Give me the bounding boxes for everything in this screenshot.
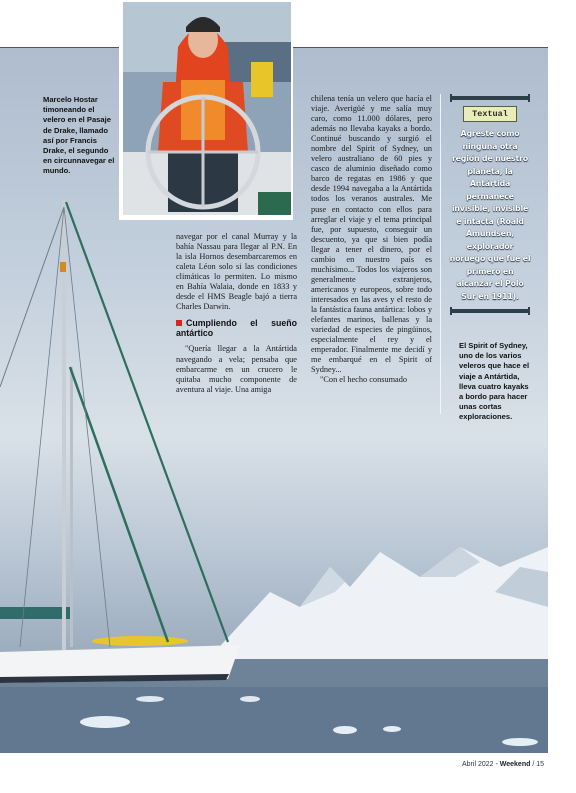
footer-date: Abril 2022 bbox=[462, 761, 494, 768]
page-footer bbox=[462, 761, 544, 768]
column-left bbox=[176, 232, 297, 395]
column-right bbox=[311, 94, 432, 385]
section-subheading bbox=[176, 318, 297, 338]
subheading-text: Cumpliendo el sueño antártico bbox=[176, 318, 297, 339]
column-left-paragraph-2: "Quería llegar a la Antártida navegando a vela; pensaba que embarcarme en un crucero le quitaba mucho componente de aventura al viaje. Una amiga bbox=[176, 344, 297, 394]
quote-text: Agreste como ninguna otra región de nuestro planeta, la Antártida permanece invisible, invisible e intacta (Roald Amundsen, explorador noruego que fue el primero en alcanzar el Polo Sur en 1911). bbox=[449, 129, 531, 301]
column-right-paragraph-2: "Con el hecho consumado bbox=[320, 375, 408, 385]
column-right-paragraph-1: chilena tenía un velero que hacía el viaje. Averigüé y me salía muy caro, como 11.000 dólares, pero además no llevaba kayaks a bordo. Continué buscando y surgió el nombre del Spirit of Sydney, un velero australiano de 60 pies y casco de aluminio diseñado como barco de regatas en 1986 y que desde 1994 navegaba a la Antártida todos los veranos australes. Me puse en contacto con ellos para arreglar el viaje y el tema principal fue, por supuesto, conseguir un descuento, ya que si bien podía llegar a tener el dinero, por el cambio en nuestro país es muchísimo... Todos los viajeros son generalmente extranjeros, americanos y europeos, sobre todo interesados en las aves y el resto de la fantástica fauna antártica: lobos y elefantes marinos, ballenas y la variedad de especies de pingüinos, especialmente el rey y el emperador. Finalmente me decidí y me embarqué en el Spirit of Sydney... bbox=[311, 94, 432, 375]
red-square-icon bbox=[176, 320, 182, 326]
column-left-paragraph-1: navegar por el canal Murray y la bahía Nassau para llegar al P.N. En la isla Hornos desembarcaremos en caleta Léon solo si las condiciones climáticas lo permiten. Lo mismo en Bahía Walaia, donde en 1833 y desde el HMS Beagle bajó a tierra Charles Darwin. bbox=[176, 232, 297, 312]
footer-page-number: / 15 bbox=[530, 761, 544, 768]
quote-bar-bottom bbox=[450, 309, 530, 313]
quote-tag: Textual bbox=[463, 106, 517, 122]
quote-box bbox=[449, 96, 531, 313]
quote-bar-top bbox=[450, 96, 530, 100]
sailor-photo bbox=[123, 2, 291, 215]
photo-caption-top: Marcelo Hostar timoneando el velero en el Pasaje de Drake, llamado así por Francis Drake, el segundo en circunnavegar el mundo. bbox=[43, 95, 115, 176]
footer-magazine: Weekend bbox=[499, 761, 531, 768]
column-divider bbox=[440, 94, 441, 414]
footer-separator: - bbox=[493, 761, 500, 768]
photo-caption-right: El Spirit of Sydney, uno de los varios veleros que hace el viaje a Antártida, lleva cuatro kayaks a bordo para hacer unas cortas exploraciones. bbox=[459, 341, 530, 422]
